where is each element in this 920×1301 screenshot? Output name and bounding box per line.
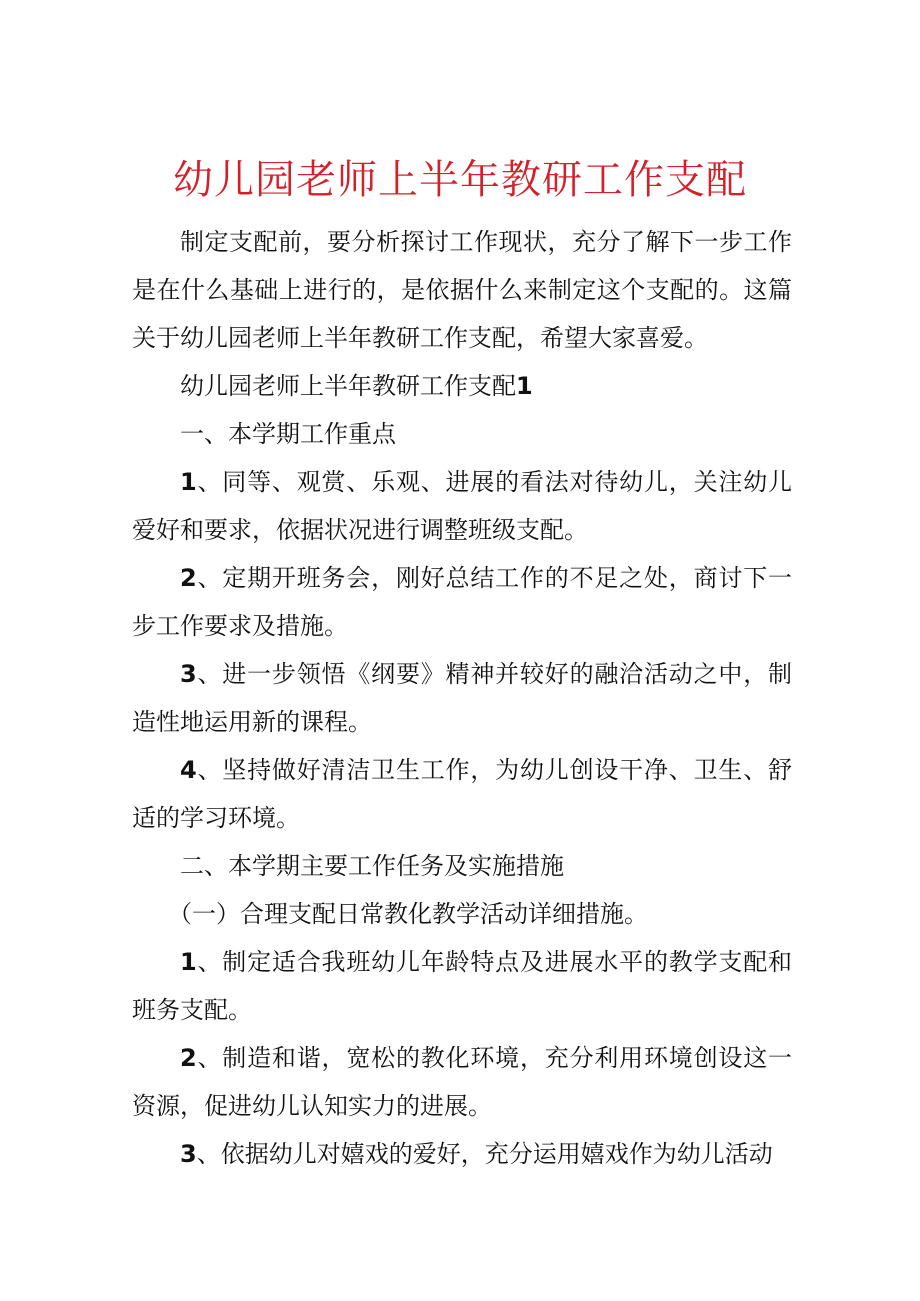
list-item [132, 554, 792, 650]
list-item-number: 2 [180, 1044, 197, 1072]
section1-heading: 一、本学期工作重点 [180, 420, 396, 448]
list-item-text: 、定期开班务会，刚好总结工作的不足之处，商讨下一步工作要求及措施。 [132, 564, 792, 640]
list-item-text: 、依据幼儿对嬉戏的爱好，充分运用嬉戏作为幼儿活动 [196, 1140, 773, 1168]
section2-heading: 二、本学期主要工作任务及实施措施 [180, 852, 564, 880]
list-item-text: 、进一步领悟《纲要》精神并较好的融洽活动之中，制造性地运用新的课程。 [132, 660, 792, 736]
list-item-number: 4 [180, 756, 197, 784]
list-item [132, 458, 792, 554]
list-item-number: 1 [180, 948, 197, 976]
list-item-text: 、制造和谐，宽松的教化环境，充分利用环境创设这一资源，促进幼儿认知实力的进展。 [132, 1044, 792, 1120]
list-item [132, 938, 792, 1034]
sub-title-text: 幼儿园老师上半年教研工作支配 [180, 372, 516, 400]
list-item-text: 、同等、观赏、乐观、进展的看法对待幼儿，关注幼儿爱好和要求，依据状况进行调整班级支配。 [132, 468, 792, 544]
section2-sub-heading: （一）合理支配日常教化教学活动详细措施。 [168, 900, 648, 928]
sub-title-number: 1 [516, 372, 533, 400]
list-item-number: 1 [180, 468, 197, 496]
sub-title-paragraph [132, 362, 792, 410]
document-title: 幼儿园老师上半年教研工作支配 [173, 157, 747, 203]
list-item-text: 、坚持做好清洁卫生工作，为幼儿创设干净、卫生、舒适的学习环境。 [132, 756, 792, 832]
list-item-text: 、制定适合我班幼儿年龄特点及进展水平的教学支配和班务支配。 [132, 948, 792, 1024]
document-body [132, 218, 792, 1178]
list-item [132, 1130, 792, 1178]
list-item [132, 650, 792, 746]
list-item-number: 3 [180, 1140, 197, 1168]
intro-paragraph: 制定支配前，要分析探讨工作现状，充分了解下一步工作是在什么基础上进行的，是依据什么来制定这个支配的。这篇关于幼儿园老师上半年教研工作支配，希望大家喜爱。 [132, 228, 792, 352]
list-item [132, 746, 792, 842]
list-item [132, 1034, 792, 1130]
list-item-number: 3 [180, 660, 197, 688]
list-item-number: 2 [180, 564, 197, 592]
